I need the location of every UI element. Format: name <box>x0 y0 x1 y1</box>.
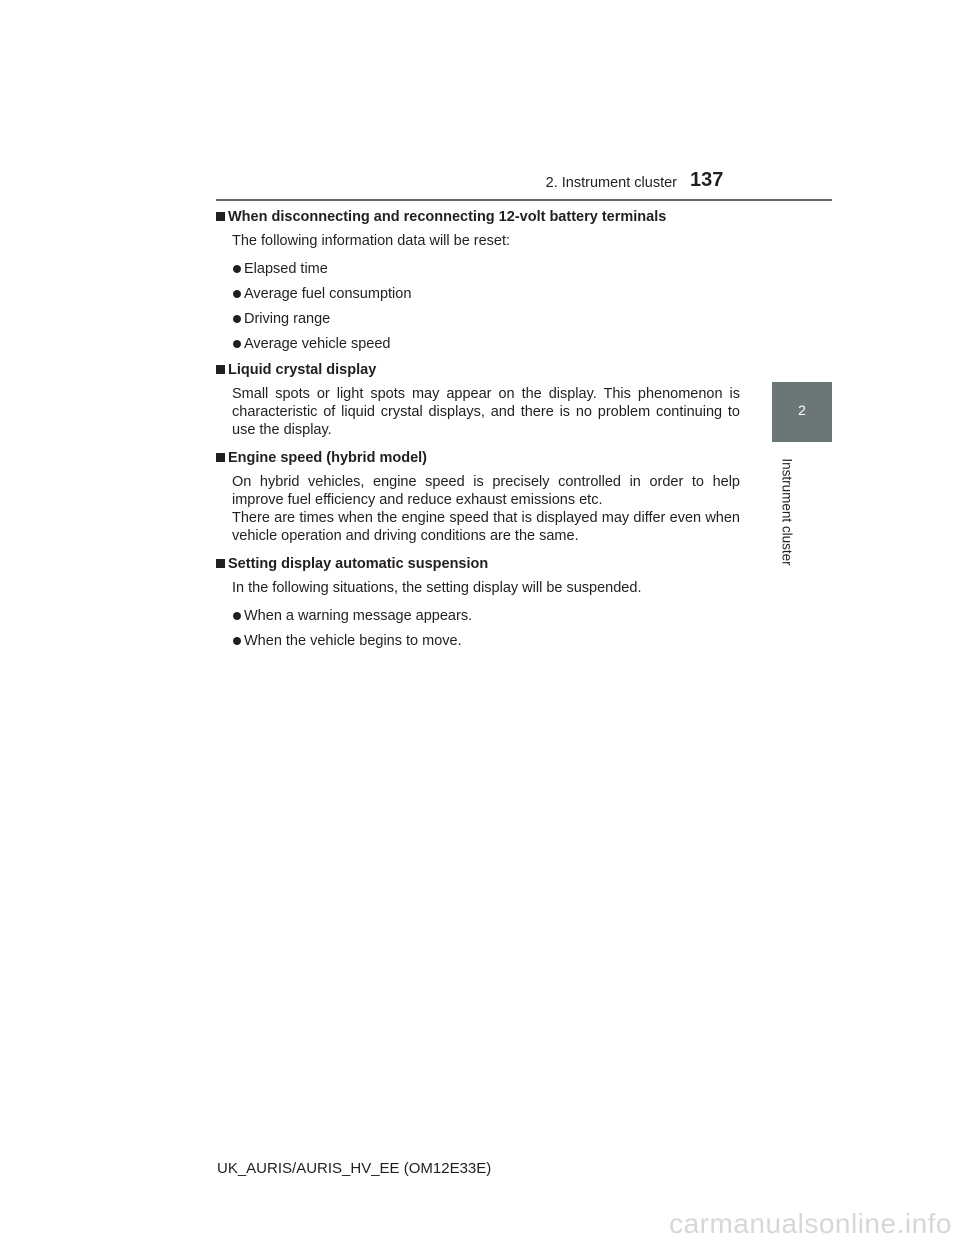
section-paragraph: Small spots or light spots may appear on the display. This phenomenon is characteristic of liquid crystal displays, and there is no problem continuing to use the display. <box>232 386 740 438</box>
circle-bullet-icon <box>233 290 241 298</box>
page-content <box>215 208 740 657</box>
square-bullet-icon <box>216 212 225 221</box>
header-section-title: 2. Instrument cluster <box>545 175 677 191</box>
list-item: Elapsed time <box>232 260 740 278</box>
section-heading: Setting display automatic suspension <box>215 555 740 573</box>
section-paragraph: There are times when the engine speed that is displayed may differ even when vehicle operation and driving conditions are the same. <box>232 510 740 544</box>
circle-bullet-icon <box>233 612 241 620</box>
list-item: When a warning message appears. <box>232 607 740 625</box>
circle-bullet-icon <box>233 340 241 348</box>
list-item: Average vehicle speed <box>232 335 740 353</box>
square-bullet-icon <box>216 453 225 462</box>
square-bullet-icon <box>216 365 225 374</box>
section-heading: When disconnecting and reconnecting 12-volt battery terminals <box>215 208 740 226</box>
circle-bullet-icon <box>233 265 241 273</box>
list-item: Average fuel consumption <box>232 285 740 303</box>
chapter-label-text: Instrument cluster <box>779 458 795 566</box>
section-paragraph: In the following situations, the setting display will be suspended. <box>232 580 642 596</box>
section-paragraph: The following information data will be reset: <box>232 233 511 249</box>
chapter-tab-number: 2 <box>798 402 806 418</box>
list-item: When the vehicle begins to move. <box>232 632 740 650</box>
chapter-label <box>776 452 798 572</box>
section-paragraph: On hybrid vehicles, engine speed is precisely controlled in order to help improve fuel efficiency and reduce exhaust emissions etc. <box>232 474 740 508</box>
section-heading: Engine speed (hybrid model) <box>215 449 740 467</box>
watermark: carmanualsonline.info <box>669 1208 952 1239</box>
footer-model-code: UK_AURIS/AURIS_HV_EE (OM12E33E) <box>217 1160 492 1177</box>
section-heading: Liquid crystal display <box>215 361 740 379</box>
circle-bullet-icon <box>233 637 241 645</box>
circle-bullet-icon <box>233 315 241 323</box>
list-item: Driving range <box>232 310 740 328</box>
square-bullet-icon <box>216 559 225 568</box>
page-number: 137 <box>690 169 724 191</box>
chapter-tab <box>772 382 832 442</box>
header-divider <box>216 199 832 201</box>
